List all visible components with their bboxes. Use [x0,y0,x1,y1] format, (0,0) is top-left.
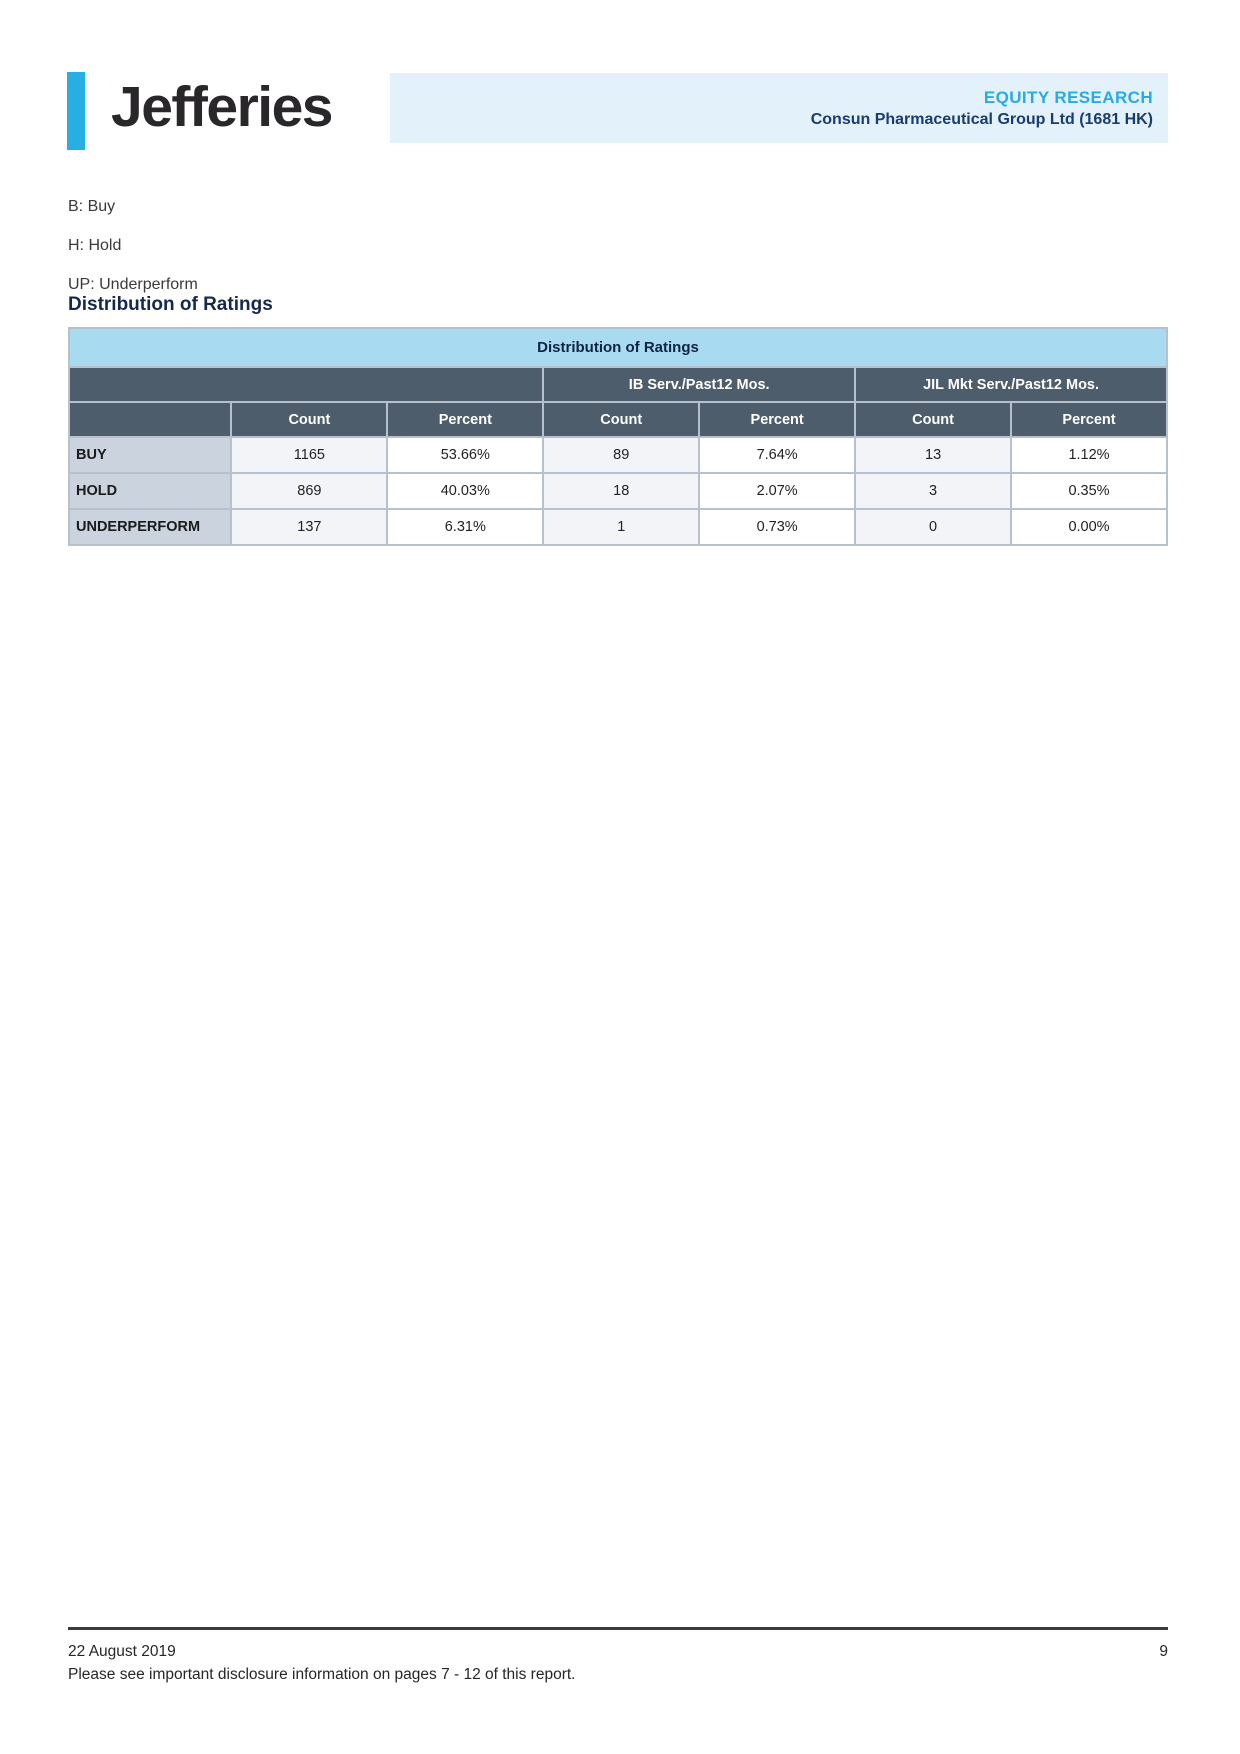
footer-divider [68,1627,1168,1630]
cell-value: 6.31% [388,510,542,544]
logo-accent-bar [67,72,85,150]
cell-value: 18 [544,474,698,508]
legend-buy: B: Buy [68,198,116,215]
cell-value: 7.64% [700,438,854,472]
cell-value: 0.35% [1012,474,1166,508]
table-column-header-row [70,403,1166,436]
row-label: BUY [70,438,230,472]
table-group-header-row [70,368,1166,401]
cell-value: 53.66% [388,438,542,472]
company-title: Consun Pharmaceutical Group Ltd (1681 HK) [810,110,1153,128]
legend-underperform: UP: Underperform [68,276,198,293]
equity-research-label: EQUITY RESEARCH [983,87,1153,107]
column-header: Percent [1012,403,1166,436]
cell-value: 40.03% [388,474,542,508]
jefferies-logo [67,72,332,150]
cell-value: 0.00% [1012,510,1166,544]
report-date: 22 August 2019 [68,1643,176,1660]
footer-meta [68,1643,1168,1661]
group-header-blank [70,368,542,401]
row-label: HOLD [70,474,230,508]
cell-value: 89 [544,438,698,472]
column-header: Percent [700,403,854,436]
cell-value: 1 [544,510,698,544]
column-header: Count [232,403,386,436]
ratings-distribution-table [68,327,1168,546]
group-header-ib: IB Serv./Past12 Mos. [544,368,854,401]
cell-value: 0 [856,510,1010,544]
cell-value: 869 [232,474,386,508]
column-header: Percent [388,403,542,436]
legend-hold: H: Hold [68,237,122,254]
cell-value: 2.07% [700,474,854,508]
cell-value: 0.73% [700,510,854,544]
header-banner [390,73,1168,143]
disclosure-note: Please see important disclosure information on pages 7 - 12 of this report. [68,1666,576,1683]
cell-value: 137 [232,510,386,544]
page-number: 9 [1159,1643,1168,1660]
table-row-hold [70,474,1166,508]
column-header: Count [856,403,1010,436]
row-label: UNDERPERFORM [70,510,230,544]
column-header-blank [70,403,230,436]
cell-value: 13 [856,438,1010,472]
table-title: Distribution of Ratings [70,329,1166,366]
section-heading: Distribution of Ratings [68,294,273,315]
cell-value: 3 [856,474,1010,508]
table-row-buy [70,438,1166,472]
table-title-row [70,329,1166,366]
cell-value: 1165 [232,438,386,472]
logo-wordmark: Jefferies [111,74,332,139]
table-row-underperform [70,510,1166,544]
group-header-jil: JIL Mkt Serv./Past12 Mos. [856,368,1166,401]
column-header: Count [544,403,698,436]
cell-value: 1.12% [1012,438,1166,472]
